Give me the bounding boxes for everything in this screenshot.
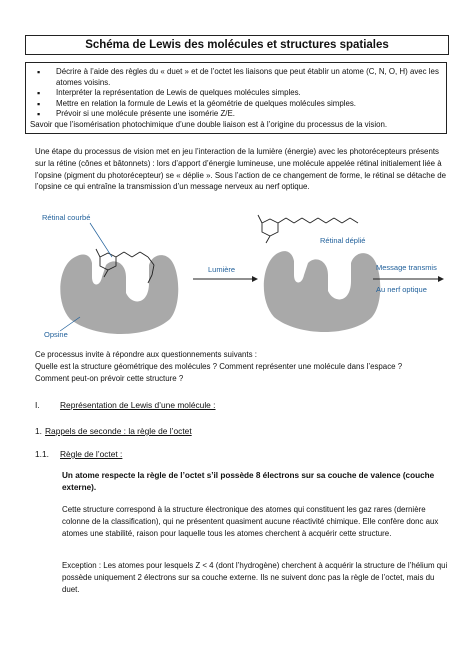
opsin-right-shape [264, 251, 380, 332]
section-heading-1 [35, 399, 216, 411]
section-number: 1. [35, 426, 42, 436]
document-title: Schéma de Lewis des molécules et structures spatiales [25, 35, 449, 55]
objective-item: ▪ Prévoir si une molécule présente une isomérie Z/E. [30, 109, 442, 120]
retinal-bent-label: Rétinal courbé [42, 213, 91, 222]
light-label: Lumière [208, 265, 236, 274]
objective-item: ▪ Interpréter la représentation de Lewis de quelques molécules simples. [30, 88, 442, 99]
octet-rule: Un atome respecte la règle de l’octet s’il possède 8 électrons sur sa couche de valence (couche externe). [62, 471, 435, 492]
message-label: Message transmis [376, 263, 437, 272]
section-title: Règle de l’octet : [60, 449, 123, 459]
exception-paragraph: Exception : Les atomes pour lesquels Z < 4 (dont l’hydrogène) cherchent à acquérir la structure de l’hélium qui possède uniquement 2 électrons sur sa couche externe. Ils ne suivent donc pas la règle de l’octet, mais du duet. [62, 561, 448, 594]
intro-paragraph: Une étape du processus de vision met en jeu l’interaction de la lumière (énergie) avec les photorécepteurs présents sur la rétine (cônes et bâtonnets) : lors d’apport d’énergie lumineuse, une molécule appelée rétinal initialement liée à l’opsine (pigment du photorécepteur) se « déplie ». Sous l’action de ce changement de forme, le rétinal se détache de l’opsine ce qui entraîne la transmission d’un message nerveux au nerf optique. [35, 147, 447, 192]
objectives-list [30, 67, 442, 120]
section-heading-1-1 [35, 425, 192, 437]
question-line: Quelle est la structure géométrique des molécules ? Comment représenter une molécule dans l’espace ? [35, 361, 403, 371]
opsin-pointer [60, 317, 80, 331]
section-number: I. [35, 400, 40, 410]
opsin-label: Opsine [44, 330, 68, 339]
objectives-box [25, 62, 447, 134]
questions-block [35, 349, 447, 384]
section-number: 1.1. [35, 449, 49, 459]
retinal-bent-pointer [90, 223, 112, 257]
question-intro: Ce processus invite à répondre aux questionnements suivants : [35, 350, 257, 359]
objective-item: ▪ Mettre en relation la formule de Lewis et la géométrie de quelques molécules simples. [30, 99, 442, 110]
nerve-label: Au nerf optique [376, 285, 427, 294]
retinal-unfolded-label: Rétinal déplié [320, 236, 366, 245]
opsin-left-shape [60, 255, 178, 334]
objective-final: Savoir que l’isomérisation photochimique d’une double liaison est à l’origine du processus de la vision. [30, 119, 388, 129]
message-arrowhead [438, 276, 444, 282]
explanation-paragraph: Cette structure correspond à la structure électronique des atomes qui constituent les gaz rares (dernière colonne de la classification), qui ne présentent quasiment aucune réactivité chimique. Elle confère donc aux atomes une stabilité, raison pour laquelle tous les atomes cherchent à acquérir cette structure. [62, 505, 439, 538]
objective-item: ▪ Décrire à l’aide des règles du « duet » et de l’octet les liaisons que peut établir un atome (C, N, O, H) avec les atomes voisins. [30, 67, 442, 88]
section-title: Représentation de Lewis d’une molécule : [60, 400, 216, 410]
section-heading-1-1-1 [35, 448, 122, 460]
vision-figure [30, 207, 460, 347]
section-title: Rappels de seconde : la règle de l’octet [45, 426, 192, 436]
question-line: Comment peut-on prévoir cette structure ? [35, 373, 184, 383]
light-arrowhead [252, 276, 258, 282]
